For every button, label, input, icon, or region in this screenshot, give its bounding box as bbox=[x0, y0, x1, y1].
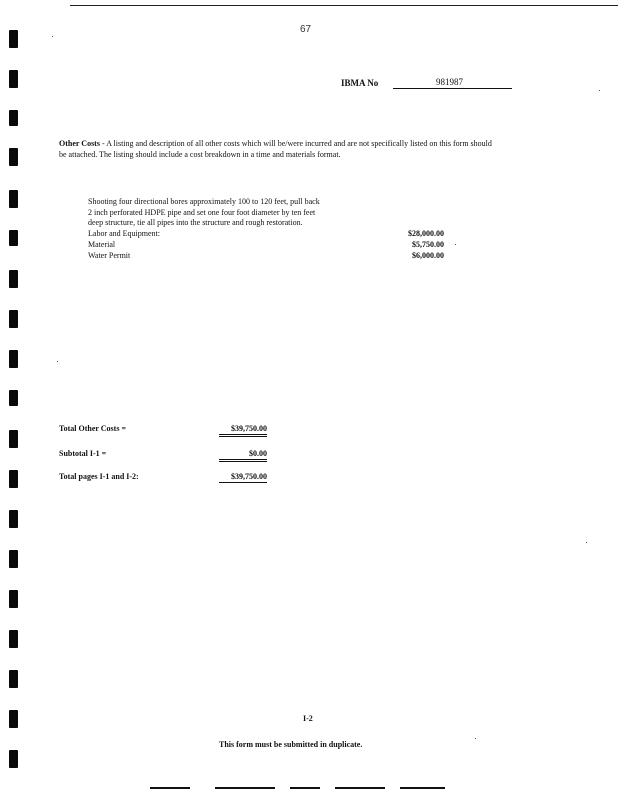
scan-speck bbox=[52, 36, 53, 37]
punch-hole-mark bbox=[9, 190, 18, 208]
scan-top-edge bbox=[70, 5, 618, 6]
punch-hole-mark bbox=[9, 430, 18, 448]
cost-item-label: Material bbox=[88, 240, 116, 249]
other-costs-instructions bbox=[59, 138, 499, 160]
punch-hole-mark bbox=[9, 110, 18, 126]
ibma-underline bbox=[393, 88, 512, 89]
work-description-line: Shooting four directional bores approximately 100 to 120 feet, pull back bbox=[88, 197, 320, 206]
punch-hole-mark bbox=[9, 350, 18, 368]
scan-speck bbox=[475, 738, 476, 739]
scan-bottom-edge bbox=[290, 787, 320, 789]
punch-hole-mark bbox=[9, 750, 18, 768]
scan-speck bbox=[57, 361, 58, 362]
punch-hole-mark bbox=[9, 470, 18, 488]
cost-item-label: Labor and Equipment: bbox=[88, 229, 160, 238]
punch-hole-mark bbox=[9, 70, 18, 88]
subtotal-label: Subtotal I-1 = bbox=[59, 449, 107, 458]
total-other-costs-label: Total Other Costs = bbox=[59, 424, 127, 433]
total-other-costs-amount: $39,750.00 bbox=[219, 424, 267, 437]
total-pages-amount: $39,750.00 bbox=[219, 472, 267, 483]
work-description-line: 2 inch perforated HDPE pipe and set one four foot diameter by ten feet bbox=[88, 207, 316, 217]
punch-hole-mark bbox=[9, 630, 18, 648]
scan-speck bbox=[455, 244, 456, 245]
punch-hole-mark bbox=[9, 590, 18, 608]
duplicate-note: This form must be submitted in duplicate. bbox=[219, 740, 363, 749]
punch-hole-mark bbox=[9, 550, 18, 568]
cost-item-amount: $6,000.00 bbox=[412, 251, 444, 260]
cost-item-amount: $28,000.00 bbox=[408, 229, 444, 238]
scan-bottom-edge bbox=[335, 787, 385, 789]
punch-hole-mark bbox=[9, 230, 18, 246]
punch-hole-mark bbox=[9, 30, 18, 48]
other-costs-instructions-text: - A listing and description of all other costs which will be/were incurred and are not specifically listed on this form should be attached. The listing should include a cost breakdown in a time and materials format. bbox=[59, 139, 492, 159]
punch-hole-mark bbox=[9, 390, 18, 406]
form-page-label: I-2 bbox=[303, 714, 313, 723]
scan-bottom-edge bbox=[400, 787, 445, 789]
cost-item-row bbox=[88, 240, 444, 251]
scan-speck bbox=[586, 542, 587, 543]
punch-hole-mark bbox=[9, 310, 18, 328]
punch-hole-mark bbox=[9, 270, 18, 288]
cost-item-label: Water Permit bbox=[88, 251, 131, 260]
total-pages-label: Total pages I-1 and I-2: bbox=[59, 472, 139, 481]
ibma-number-value: 981987 bbox=[436, 77, 463, 87]
scan-bottom-edge bbox=[150, 787, 190, 789]
scan-speck bbox=[599, 90, 600, 91]
other-costs-heading: Other Costs bbox=[59, 139, 100, 148]
punch-hole-mark bbox=[9, 710, 18, 728]
cost-item-row bbox=[88, 251, 444, 262]
punch-hole-mark bbox=[9, 148, 18, 166]
cost-item-row bbox=[88, 229, 444, 240]
cost-item-amount: $5,750.00 bbox=[412, 240, 444, 249]
punch-hole-mark bbox=[9, 670, 18, 688]
punch-hole-mark bbox=[9, 510, 18, 528]
scan-bottom-edge bbox=[215, 787, 275, 789]
work-description bbox=[88, 197, 388, 229]
work-description-line: deep structure, tie all pipes into the structure and rough restoration. bbox=[88, 218, 303, 227]
page-number: 67 bbox=[300, 24, 312, 35]
ibma-number-label: IBMA No bbox=[341, 78, 379, 88]
subtotal-amount: $0.00 bbox=[219, 449, 267, 462]
